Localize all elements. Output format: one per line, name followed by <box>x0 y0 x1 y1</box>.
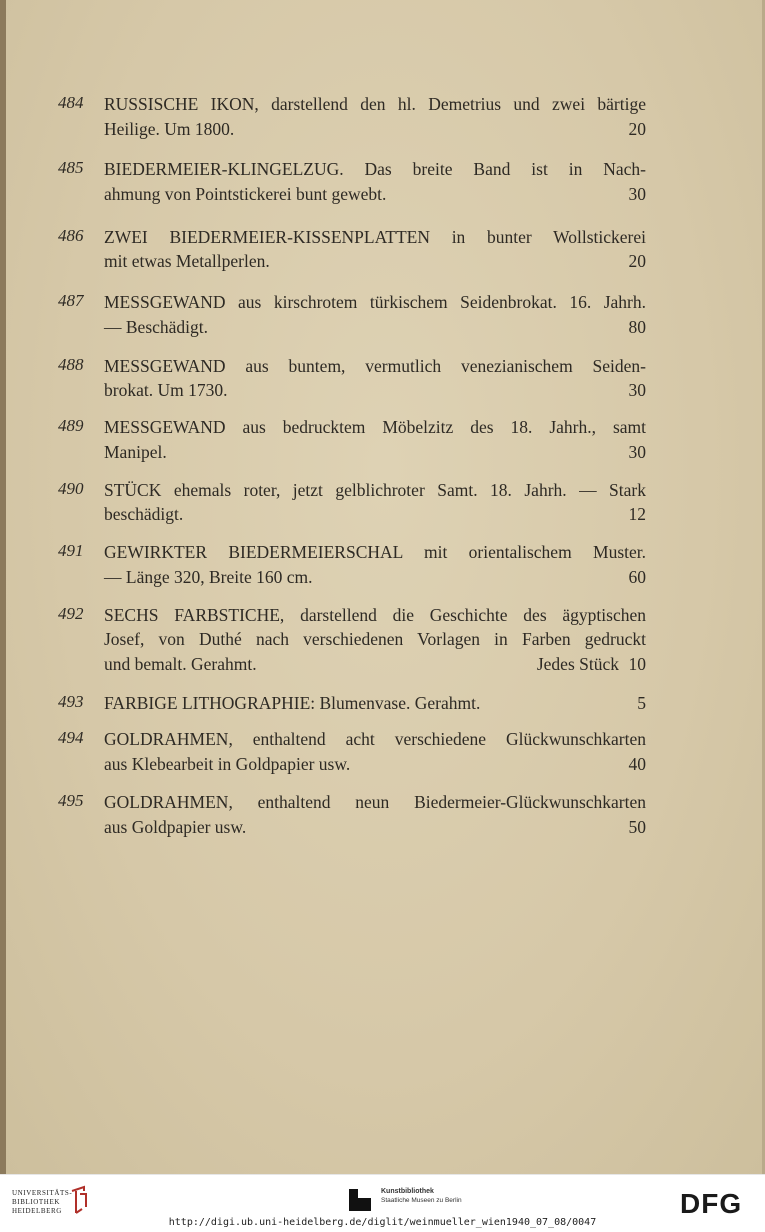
entry-text-line: MESSGEWAND aus bedrucktem Möbelzitz des 18. Jahrh., samt <box>104 417 646 437</box>
university-library-label <box>12 1189 72 1216</box>
entry-text-line: — Beschädigt. <box>104 317 209 337</box>
entry-text-line: mit etwas Metallperlen. <box>104 251 270 271</box>
entry-price: 5 <box>637 693 646 713</box>
entry-price: 50 <box>628 817 646 837</box>
university-line: HEIDELBERG <box>12 1207 62 1215</box>
entry-number: 487 <box>58 291 84 310</box>
entry-number: 484 <box>58 93 84 112</box>
entry-number: 489 <box>58 416 84 435</box>
entry-text-line: GOLDRAHMEN, enthaltend acht verschiedene Glückwunschkarten <box>104 729 646 749</box>
entry-price: 30 <box>628 380 646 400</box>
source-url[interactable]: http://digi.ub.uni-heidelberg.de/diglit/weinmueller_wien1940_07_08/0047 <box>168 1217 597 1228</box>
entry-text-line: Manipel. <box>104 442 167 462</box>
entry-number: 492 <box>58 604 84 623</box>
entry-number: 488 <box>58 355 84 374</box>
entry-text-line: STÜCK ehemals roter, jetzt gelblichroter Samt. 18. Jahrh. — Stark <box>104 480 646 500</box>
entry-text-line: ZWEI BIEDERMEIER-KISSENPLATTEN in bunter Wollstickerei <box>104 227 646 247</box>
entry-text-line: — Länge 320, Breite 160 cm. <box>104 567 313 587</box>
entry-price: 80 <box>628 317 646 337</box>
entry-price: 20 <box>628 251 646 271</box>
entry-text-line: FARBIGE LITHOGRAPHIE: Blumenvase. Gerahmt. <box>104 693 481 713</box>
entry-number: 494 <box>58 728 84 747</box>
digitization-footer <box>0 1174 765 1232</box>
university-line: UNIVERSITÄTS- <box>12 1189 73 1197</box>
entry-price: 30 <box>628 442 646 462</box>
entry-number: 486 <box>58 226 84 245</box>
entry-text-line: aus Klebearbeit in Goldpapier usw. <box>104 754 351 774</box>
kunstbibliothek-logo-icon <box>349 1189 371 1211</box>
kb-subtitle: Staatliche Museen zu Berlin <box>381 1197 462 1204</box>
entry-text-line: MESSGEWAND aus buntem, vermutlich venezianischem Seiden- <box>104 356 646 376</box>
entry-text-line: aus Goldpapier usw. <box>104 817 247 837</box>
entry-number: 493 <box>58 692 84 711</box>
university-line: BIBLIOTHEK <box>12 1198 60 1206</box>
entry-price: 40 <box>628 754 646 774</box>
entry-price: 30 <box>628 184 646 204</box>
entry-text-line: Josef, von Duthé nach verschiedenen Vorlagen in Farben gedruckt <box>104 629 646 649</box>
kb-title: Kunstbibliothek <box>381 1188 434 1195</box>
entry-text-line: ahmung von Pointstickerei bunt gewebt. <box>104 184 387 204</box>
entry-text-line: RUSSISCHE IKON, darstellend den hl. Demetrius und zwei bärtige <box>104 94 646 114</box>
entry-text-line: MESSGEWAND aus kirschrotem türkischem Seidenbrokat. 16. Jahrh. <box>104 292 646 312</box>
entry-number: 495 <box>58 791 84 810</box>
entry-text-line: brokat. Um 1730. <box>104 380 228 400</box>
entry-text-line: GEWIRKTER BIEDERMEIERSCHAL mit orientalischem Muster. <box>104 542 646 562</box>
entry-text-line: und bemalt. Gerahmt. <box>104 654 257 674</box>
entry-price: 10 <box>628 654 646 674</box>
entry-number: 485 <box>58 158 84 177</box>
entry-number: 490 <box>58 479 84 498</box>
entry-text-line: BIEDERMEIER-KLINGELZUG. Das breite Band ist in Nach- <box>104 159 646 179</box>
entry-price: 60 <box>628 567 646 587</box>
entry-text-line: Heilige. Um 1800. <box>104 119 235 139</box>
entry-text-line: GOLDRAHMEN, enthaltend neun Biedermeier-Glückwunschkarten <box>104 792 646 812</box>
entry-price: 12 <box>628 504 646 524</box>
entry-text-line: SECHS FARBSTICHE, darstellend die Geschichte des ägyptischen <box>104 605 646 625</box>
kunstbibliothek-label <box>381 1187 462 1205</box>
dfg-logo: DFG <box>680 1188 743 1219</box>
entry-text-line: beschädigt. <box>104 504 184 524</box>
entry-price: 20 <box>628 119 646 139</box>
entry-price-prefix: Jedes Stück <box>536 654 619 674</box>
university-logo-icon <box>68 1185 90 1215</box>
entry-number: 491 <box>58 541 84 560</box>
